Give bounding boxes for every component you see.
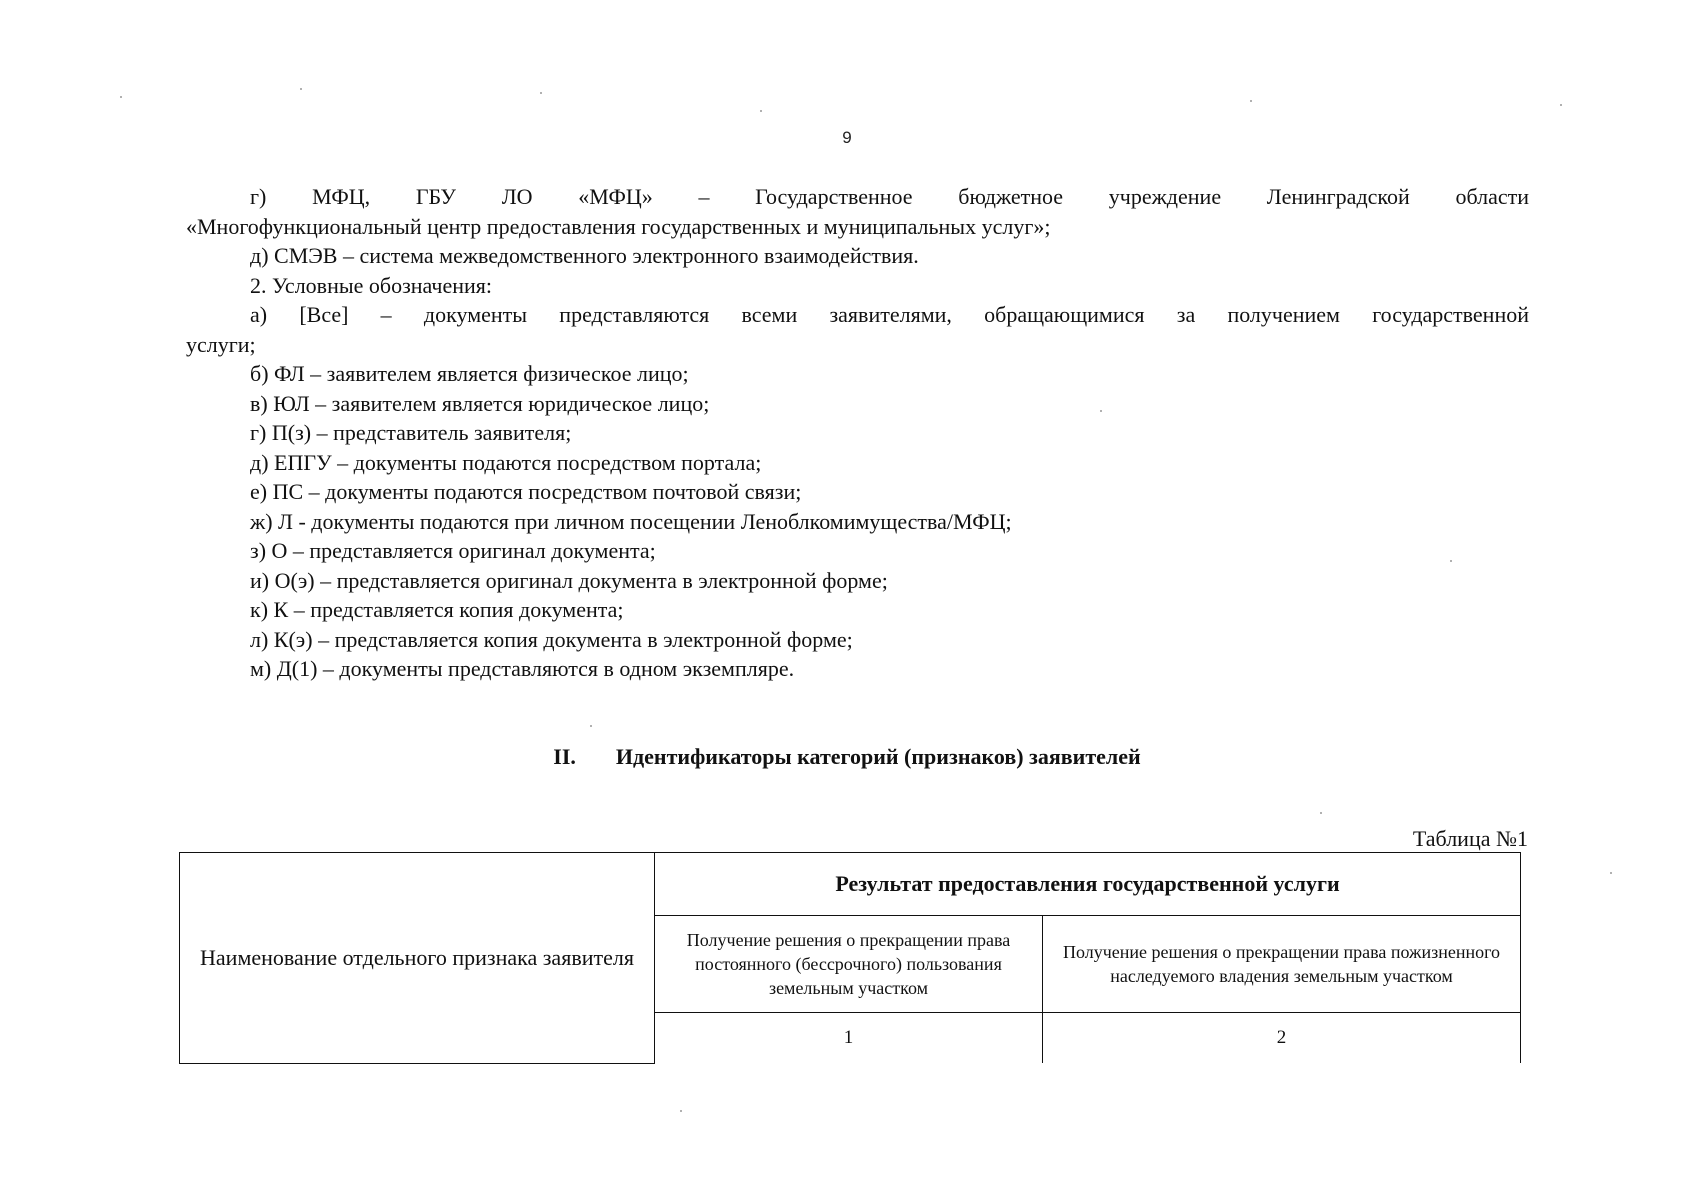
scan-speck [1610, 872, 1612, 874]
legend-item: м) Д(1) – документы представляются в одном экземпляре. [250, 656, 795, 681]
legend-item: в) ЮЛ – заявителем является юридическое лицо; [250, 390, 710, 416]
page-number: 9 [842, 128, 852, 147]
abbreviation-mfc-continued: «Многофункциональный центр предоставления государственных и муниципальных услуг»; [186, 213, 1051, 239]
abbreviation-mfc: г) МФЦ, ГБУ ЛО «МФЦ» – Государственное бюджетное учреждение Ленинградской области [250, 184, 1529, 209]
scan-speck [760, 110, 762, 112]
column-header-1: Получение решения о прекращении права постоянного (бессрочного) пользования земельным участком [655, 916, 1043, 1013]
column-number-1: 1 [655, 1013, 1043, 1064]
legend-item: е) ПС – документы подаются посредством почтовой связи; [250, 479, 802, 504]
section-title: Идентификаторы категорий (признаков) заявителей [615, 744, 1141, 769]
legend-item: б) ФЛ – заявителем является физическое лицо; [250, 361, 689, 386]
legend-item: и) О(э) – представляется оригинал документа в электронной форме; [250, 567, 888, 593]
scan-speck [1250, 100, 1252, 102]
row-header-cell: Наименование отдельного признака заявителя [180, 853, 655, 1064]
section-heading [0, 744, 1694, 770]
document-text [186, 182, 1529, 684]
scan-speck [1560, 104, 1562, 106]
legend-title: 2. Условные обозначения: [250, 272, 493, 298]
scan-speck [1320, 812, 1322, 814]
legend-item-a: а) [Все] – документы представляются всеми заявителями, обращающимися за получением государственной [250, 302, 1529, 327]
scan-speck [300, 88, 302, 90]
scan-speck [590, 725, 592, 727]
legend-item: д) ЕПГУ – документы подаются посредством портала; [250, 449, 762, 475]
legend-item-a-continued: услуги; [186, 331, 256, 357]
abbreviation-smev: д) СМЭВ – система межведомственного электронного взаимодействия. [250, 243, 919, 268]
legend-item: г) П(з) – представитель заявителя; [250, 420, 572, 445]
group-header-cell: Результат предоставления государственной услуги [655, 853, 1521, 916]
legend-item: л) К(э) – представляется копия документа в электронной форме; [250, 626, 853, 652]
applicant-categories-table [179, 852, 1521, 1064]
column-header-2: Получение решения о прекращении права пожизненного наследуемого владения земельным участком [1043, 916, 1521, 1013]
scan-speck [1100, 410, 1102, 412]
legend-item: к) К – представляется копия документа; [250, 597, 624, 622]
scan-speck [1450, 560, 1452, 562]
scan-speck [540, 92, 542, 94]
scan-speck [120, 96, 122, 98]
scan-speck [680, 1110, 682, 1112]
section-number: II. [553, 744, 576, 769]
table-caption: Таблица №1 [1412, 826, 1528, 851]
legend-item: ж) Л - документы подаются при личном посещении Леноблкомимущества/МФЦ; [250, 508, 1012, 534]
column-number-2: 2 [1043, 1013, 1521, 1064]
legend-item: з) О – представляется оригинал документа; [250, 538, 656, 563]
